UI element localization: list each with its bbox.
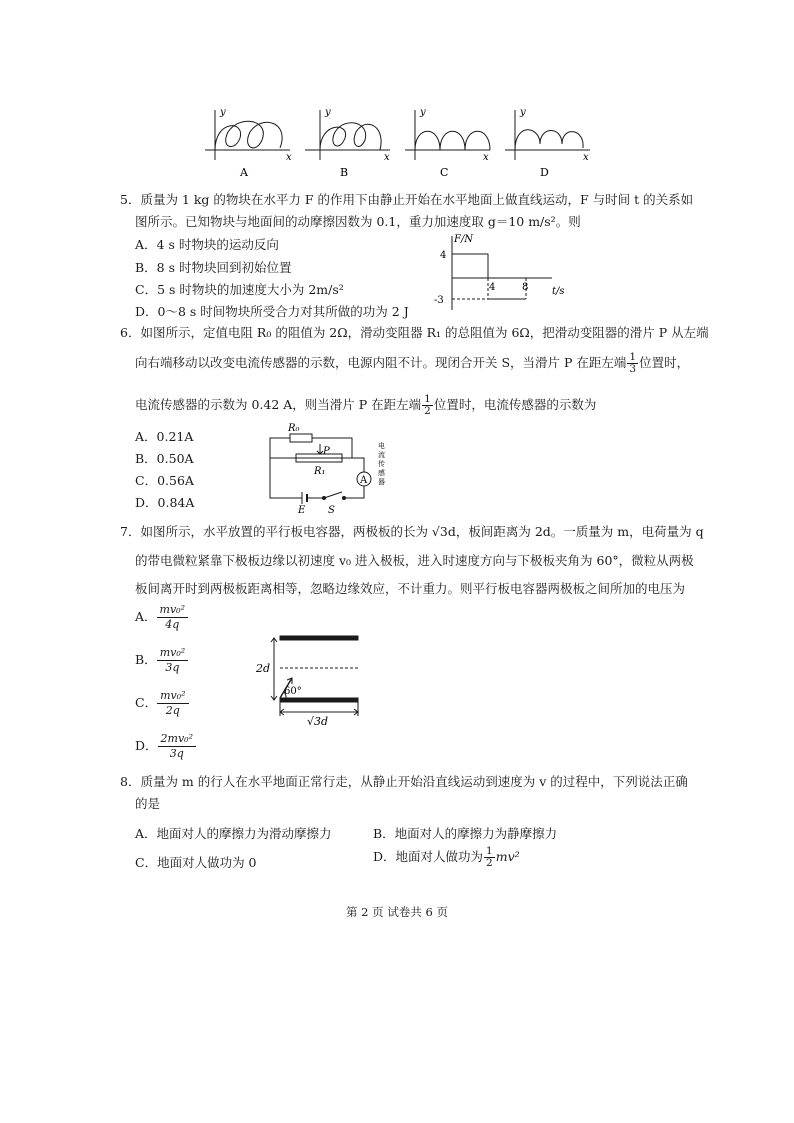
r0-label: R₀ xyxy=(288,423,300,434)
option-fraction xyxy=(157,646,188,675)
graph-b-xlabel: x xyxy=(384,152,390,163)
angle-label: 60° xyxy=(284,686,302,697)
q6-line3-end: 位置时，电流传感器的示数为 xyxy=(433,397,597,412)
graph-y-tick-neg3: -3 xyxy=(434,295,444,306)
graph-b xyxy=(305,110,390,160)
option-fraction xyxy=(157,689,188,718)
q7-option-d xyxy=(135,732,196,761)
graph-x-tick-8: 8 xyxy=(522,282,529,293)
q5-stem-line1: 5．质量为 1 kg 的物块在水平力 F 的作用下由静止开始在水平地面上做直线运动，F 与时间 t 的关系如 xyxy=(120,192,694,207)
plate-gap-label: 2d xyxy=(256,662,271,675)
option-letter: B． xyxy=(135,652,157,667)
q7-stem-line3: 板间离开时到两极板距离相等，忽略边缘效应，不计重力。则平行板电容器两极板之间所加的电压为 xyxy=(135,581,686,596)
capacitor-diagram xyxy=(252,628,367,728)
force-time-graph xyxy=(432,232,582,314)
option-fraction xyxy=(158,732,196,761)
graph-c xyxy=(405,110,490,160)
q8-option-b: B．地面对人的摩擦力为静摩擦力 xyxy=(373,826,558,841)
q6-stem-line3 xyxy=(135,394,596,417)
q6-stem-line2 xyxy=(135,352,689,375)
q8-stem-line1: 8．质量为 m 的行人在水平地面正常行走，从静止开始沿直线运动到速度为 v 的过程中，下列说法正确 xyxy=(120,774,688,789)
frac-num: 2mv₀² xyxy=(158,732,196,747)
slider-p-label: P xyxy=(323,446,330,457)
q7-stem-line2: 的带电微粒紧靠下极板边缘以初速度 v₀ 进入极板，进入时速度方向与下极板夹角为 60°，微粒从两极 xyxy=(135,553,694,568)
q6-option-b: B．0.50A xyxy=(135,451,194,466)
option-letter: D． xyxy=(135,738,158,753)
q8-stem-line2: 的是 xyxy=(135,796,161,811)
q5-option-a: A．4 s 时物块的运动反向 xyxy=(135,237,279,252)
frac-den: 2q xyxy=(165,704,180,717)
q5-option-b: B．8 s 时物块回到初始位置 xyxy=(135,260,292,275)
q7-option-c xyxy=(135,689,189,718)
q8-option-c: C．地面对人做功为 0 xyxy=(135,855,257,870)
frac-num: 1 xyxy=(424,393,431,405)
circuit-diagram xyxy=(262,422,402,514)
option-fraction xyxy=(157,603,188,632)
q8-option-a: A．地面对人的摩擦力为滑动摩擦力 xyxy=(135,826,332,841)
q6-fraction-one-half xyxy=(422,394,433,417)
frac-num: 1 xyxy=(486,845,493,857)
graph-c-xlabel: x xyxy=(483,152,489,163)
frac-num: mv₀² xyxy=(157,646,188,661)
option-letter: A． xyxy=(135,609,157,624)
frac-den: 2 xyxy=(424,405,431,417)
q6-option-c: C．0.56A xyxy=(135,473,194,488)
frac-den: 2 xyxy=(486,857,493,869)
graph-d xyxy=(505,110,590,160)
frac-den: 3q xyxy=(169,747,184,760)
q6-line3-text: 电流传感器的示数为 0.42 A，则当滑片 P 在距左端 xyxy=(135,397,422,412)
frac-num: mv₀² xyxy=(157,689,188,704)
graph-y-label: F/N xyxy=(454,234,474,245)
q6-line2-text: 向右端移动以改变电流传感器的示数，电源内阻不计。现闭合开关 S，当滑片 P 在距左端 xyxy=(135,355,627,370)
frac-den: 3q xyxy=(165,661,180,674)
battery-e-label: E xyxy=(298,505,306,514)
graph-label-a: A xyxy=(240,166,248,179)
trajectory-figure xyxy=(200,100,600,180)
sensor-label: 电流传感器 xyxy=(378,442,385,486)
q8-option-d xyxy=(373,846,520,869)
q5-option-d: D．0～8 s 时间物块所受合力对其所做的功为 2 J xyxy=(135,304,409,319)
q7-option-a xyxy=(135,603,188,632)
graph-a-ylabel: y xyxy=(220,107,226,118)
graph-a-xlabel: x xyxy=(286,152,292,163)
frac-num: 1 xyxy=(629,351,637,363)
q7-option-b xyxy=(135,646,188,675)
graph-d-ylabel: y xyxy=(520,107,526,118)
graph-x-label: t/s xyxy=(552,286,565,297)
graph-label-b: B xyxy=(340,166,349,179)
q6-line2-end: 位置时， xyxy=(639,355,690,370)
graph-x-tick-4: 4 xyxy=(489,282,496,293)
plate-length-label: √3d xyxy=(307,715,329,728)
option-letter: C． xyxy=(135,695,158,710)
q5-stem-line2: 图所示。已知物块与地面间的动摩擦因数为 0.1，重力加速度取 g＝10 m/s²。则 xyxy=(135,214,581,229)
frac-den: 3 xyxy=(629,363,637,375)
graph-c-ylabel: y xyxy=(420,107,426,118)
q6-stem-line1: 6．如图所示，定值电阻 R₀ 的阻值为 2Ω，滑动变阻器 R₁ 的总阻值为 6Ω，把滑动变阻器的滑片 P 从左端 xyxy=(120,325,709,340)
ammeter-label: A xyxy=(360,475,368,486)
q7-stem-line1: 7．如图所示，水平放置的平行板电容器，两极板的长为 √3d，板间距离为 2d。一质量为 m，电荷量为 q xyxy=(120,524,704,539)
option-text-end: mv² xyxy=(495,849,520,864)
q6-fraction-one-third xyxy=(627,352,638,375)
q6-option-d: D．0.84A xyxy=(135,495,195,510)
graph-b-ylabel: y xyxy=(325,107,331,118)
switch-s-label: S xyxy=(328,505,335,514)
page-footer: 第 2 页 试卷共 6 页 xyxy=(346,905,448,919)
option-text: D．地面对人做功为 xyxy=(373,849,484,864)
graph-a xyxy=(205,110,290,160)
graph-d-xlabel: x xyxy=(583,152,589,163)
graph-label-c: C xyxy=(440,166,449,179)
r1-label: R₁ xyxy=(314,466,326,477)
frac-num: mv₀² xyxy=(157,603,188,618)
graph-label-d: D xyxy=(540,166,549,179)
frac-den: 4q xyxy=(165,618,180,631)
graph-y-tick-4: 4 xyxy=(440,250,447,261)
q5-option-c: C．5 s 时物块的加速度大小为 2m/s² xyxy=(135,282,344,297)
q8-fraction-one-half xyxy=(484,846,495,869)
q6-option-a: A．0.21A xyxy=(135,429,194,444)
